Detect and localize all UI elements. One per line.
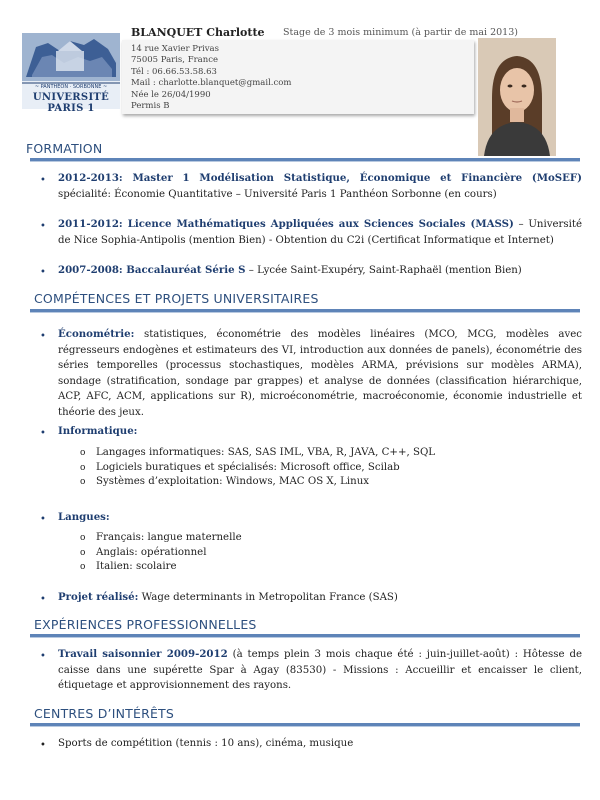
bullet-icon: • (40, 331, 46, 342)
formation-entry (58, 217, 582, 248)
logo-tagline: ~ PANTHÉON · SORBONNE ~ (34, 84, 108, 90)
econometrie-text: statistiques, économétrie des modèles linéaires (MCO, MCG, modèles avec régresseurs endogènes et estimateurs des VI, introduction aux données de panels), économétrie des séries temporelles (processus stochastiques, modèles ARMA, prévisions sur modèles ARMA), sondage (stratification, sondage par grappes) et analyse de données (classification hiérarchique, ACP, AFC, ACM, applications sur R), microéconométrie, macroéconomie, économie industrielle et théorie des jeux. (58, 329, 582, 418)
city: 75005 Paris, France (131, 55, 218, 66)
email: Mail : charlotte.blanquet@gmail.com (131, 78, 292, 89)
section-title-interets: CENTRES D’INTÉRÊTS (34, 706, 175, 721)
langues-entry (58, 510, 582, 526)
phone: Tél : 06.66.53.58.63 (131, 66, 217, 77)
section-title-competences: COMPÉTENCES ET PROJETS UNIVERSITAIRES (34, 291, 319, 306)
experience-entry (58, 647, 582, 694)
list-item: o Langages informatiques: SAS, SAS IML, VBA, R, JAVA, C++, SQL (80, 447, 436, 458)
profile-photo (478, 38, 556, 156)
formation-label: 2012-2013: Master 1 Modélisation Statistique, Économique et Financière (MoSEF) (58, 172, 582, 184)
formation-entry (58, 171, 582, 202)
langues-list (80, 531, 242, 575)
experience-text: (à temps plein 3 mois chaque été : juin-juillet-août) : Hôtesse de caisse dans une supérette Spar à Agay (83530) - Missions : Accueillir et encaisser le client, étiquetage et approvisionnement des rayons. (58, 649, 582, 691)
informatique-entry (58, 424, 582, 440)
list-item: o Anglais: opérationnel (80, 546, 207, 558)
candidate-name: BLANQUET Charlotte (131, 26, 265, 39)
university-logo (22, 33, 120, 114)
bullet-icon: • (40, 651, 46, 662)
projet-text: Wage determinants in Metropolitan France (SAS) (138, 592, 398, 603)
bullet-icon: • (40, 267, 46, 278)
address: 14 rue Xavier Privas (131, 44, 219, 54)
list-item: o Italien: scolaire (80, 561, 177, 572)
projet-label: Projet réalisé: (58, 591, 139, 603)
bullet-icon: • (40, 221, 46, 232)
bullet-icon: • (40, 594, 46, 605)
section-divider (30, 309, 580, 313)
section-divider (30, 723, 580, 727)
formation-text: – Lycée Saint-Exupéry, Saint-Raphaël (mention Bien) (245, 265, 522, 276)
formation-text: spécialité: Économie Quantitative – Université Paris 1 Panthéon Sorbonne (en cours) (58, 188, 497, 200)
stage-info: Stage de 3 mois minimum (à partir de mai 2013) (283, 27, 518, 38)
projet-entry (58, 590, 582, 606)
section-divider (30, 158, 580, 162)
bullet-icon: • (40, 740, 46, 751)
formation-label: 2007-2008: Baccalauréat Série S (58, 264, 246, 276)
experience-label: Travail saisonnier 2009-2012 (58, 648, 228, 660)
list-item: o Systèmes d’exploitation: Windows, MAC OS X, Linux (80, 476, 370, 487)
informatique-list (80, 446, 435, 490)
logo-name: UNIVERSITÉ PARIS 1 (32, 92, 110, 114)
formation-entry (58, 263, 582, 279)
list-item: o Logiciels buratiques et spécialisés: Microsoft office, Scilab (80, 461, 400, 473)
informatique-label: Informatique: (58, 425, 138, 437)
contact-details (131, 44, 291, 112)
bullet-icon: • (40, 175, 46, 186)
interets-entry (58, 736, 582, 752)
econometrie-entry (58, 327, 582, 420)
formation-label: 2011-2012: Licence Mathématiques Appliquées aux Sciences Sociales (MASS) (58, 218, 514, 230)
driving-license: Permis B (131, 101, 170, 112)
bullet-icon: • (40, 514, 46, 525)
birth-date: Née le 26/04/1990 (131, 89, 211, 100)
section-title-experiences: EXPÉRIENCES PROFESSIONNELLES (34, 617, 257, 632)
list-item: o Français: langue maternelle (80, 532, 242, 543)
section-divider (30, 634, 580, 638)
interets-text: Sports de compétition (tennis : 10 ans), cinéma, musique (58, 738, 354, 749)
bullet-icon: • (40, 428, 46, 439)
econometrie-label: Économétrie: (58, 328, 135, 340)
langues-label: Langues: (58, 511, 110, 523)
section-title-formation: FORMATION (26, 141, 103, 156)
formation-text: – Université de Nice Sophia-Antipolis (mention Bien) - Obtention du C2i (Certificat Informatique et Internet) (58, 219, 582, 246)
